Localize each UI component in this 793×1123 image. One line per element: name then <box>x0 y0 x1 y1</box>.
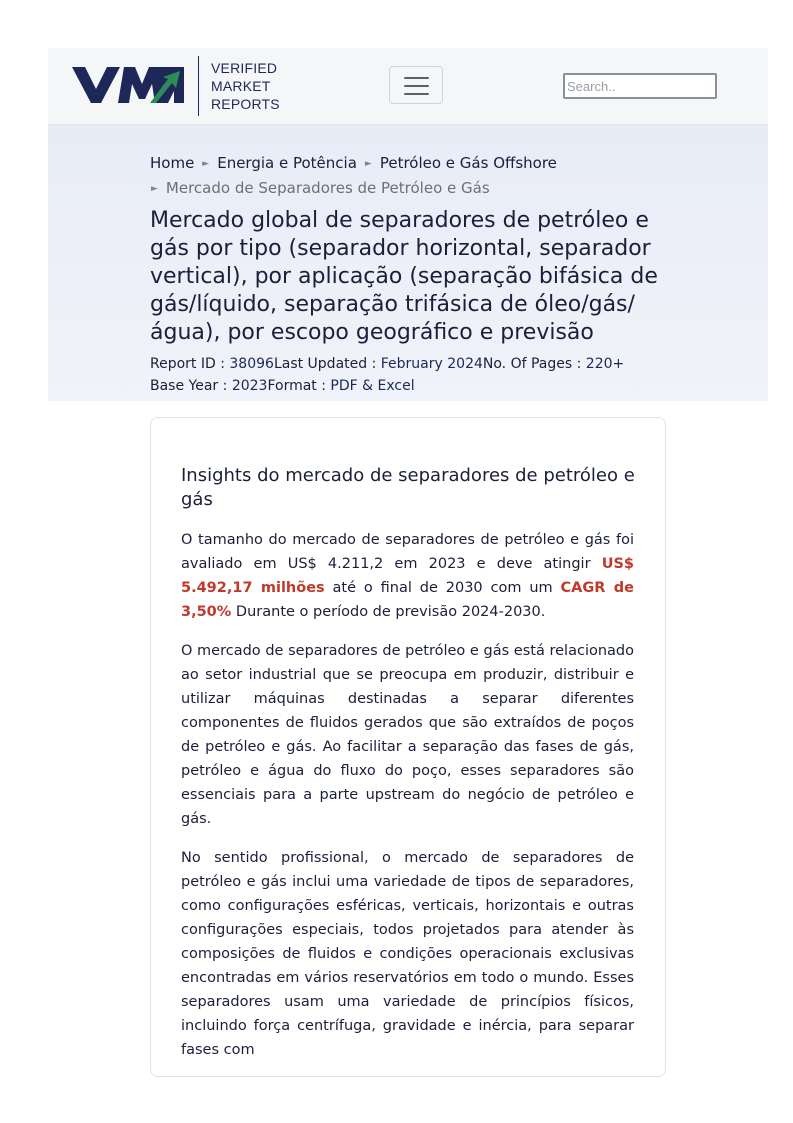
format-label: Format : <box>267 378 331 394</box>
pages-label: No. Of Pages : <box>482 356 586 372</box>
insights-heading: Insights do mercado de separadores de petróleo e gás <box>181 465 635 510</box>
insights-body <box>181 528 634 1077</box>
format-value: PDF & Excel <box>330 378 415 394</box>
hamburger-icon <box>404 93 429 95</box>
page <box>48 48 768 1123</box>
chevron-right-icon: ► <box>364 159 372 169</box>
cagr-highlight: CAGR de 3,50% <box>181 580 634 620</box>
breadcrumb <box>150 151 670 201</box>
search-input[interactable] <box>563 73 717 99</box>
last-updated-label: Last Updated : <box>273 356 381 372</box>
logo-wordmark <box>211 59 301 113</box>
pages-value: 220+ <box>585 356 625 372</box>
paragraph-text: até o final de 2030 com um <box>324 580 561 596</box>
insights-paragraph: No sentido profissional, o mercado de separadores de petróleo e gás inclui uma variedade de tipos de separadores, como configurações esféricas, verticais, horizontais e outras configurações especiais, todos projetados para atender às composições de fluidos e condições operacionais exclusivas encontradas em vários reservatórios em todo o mundo. Esses separadores usam uma variedade de princípios físicos, incluindo força centrífuga, gravidade e inércia, para separar fases com <box>181 850 634 1058</box>
breadcrumb-offshore-link[interactable]: Petróleo e Gás Offshore <box>379 154 557 172</box>
base-year-value: 2023 <box>231 378 268 394</box>
logo-line: VERIFIED <box>211 60 278 76</box>
hamburger-icon <box>404 85 429 87</box>
page-title: Mercado global de separadores de petróleo e gás por tipo (separador horizontal, separador vertical), por aplicação (separação bifásica de gás/líquido, separação trifásica de óleo/gás/água), por escopo geográfico e previsão <box>150 208 658 345</box>
logo-line: REPORTS <box>211 96 280 112</box>
report-id-value: 38096 <box>229 356 274 372</box>
report-meta <box>150 353 670 397</box>
hamburger-menu-button[interactable] <box>389 66 443 104</box>
paragraph-text: O tamanho do mercado de separadores de petróleo e gás foi avaliado em US$ 4.211,2 em 2023 e deve atingir <box>181 532 634 572</box>
chevron-right-icon: ► <box>202 159 210 169</box>
last-updated-value: February 2024 <box>380 356 483 372</box>
chevron-right-icon: ► <box>151 184 158 194</box>
report-id-label: Report ID : <box>150 356 230 372</box>
hamburger-icon <box>404 77 429 79</box>
vmr-logo-mark <box>72 67 184 105</box>
insights-paragraph: O mercado de separadores de petróleo e gás está relacionado ao setor industrial que se preocupa em produzir, distribuir e utilizar máquinas destinadas a separar diferentes componentes de fluidos gerados que são extraídos de poços de petróleo e gás. Ao facilitar a separação das fases de gás, petróleo e água do fluxo do poço, esses separadores são essenciais para a parte upstream do negócio de petróleo e gás. <box>181 643 634 827</box>
breadcrumb-current: Mercado de Separadores de Petróleo e Gás <box>165 179 490 197</box>
vmr-logo[interactable] <box>72 56 282 116</box>
report-hero <box>48 125 768 401</box>
breadcrumb-home-link[interactable]: Home <box>150 154 195 172</box>
paragraph-text: Durante o período de previsão 2024-2030. <box>231 604 546 620</box>
base-year-label: Base Year : <box>150 378 232 394</box>
insights-paragraph <box>181 528 634 624</box>
breadcrumb-energy-link[interactable]: Energia e Potência <box>217 154 357 172</box>
top-navbar <box>48 48 768 125</box>
insights-card <box>150 417 666 1077</box>
market-value-highlight: US$ 5.492,17 milhões <box>181 556 634 596</box>
logo-divider <box>198 56 199 116</box>
logo-line: MARKET <box>211 78 271 94</box>
